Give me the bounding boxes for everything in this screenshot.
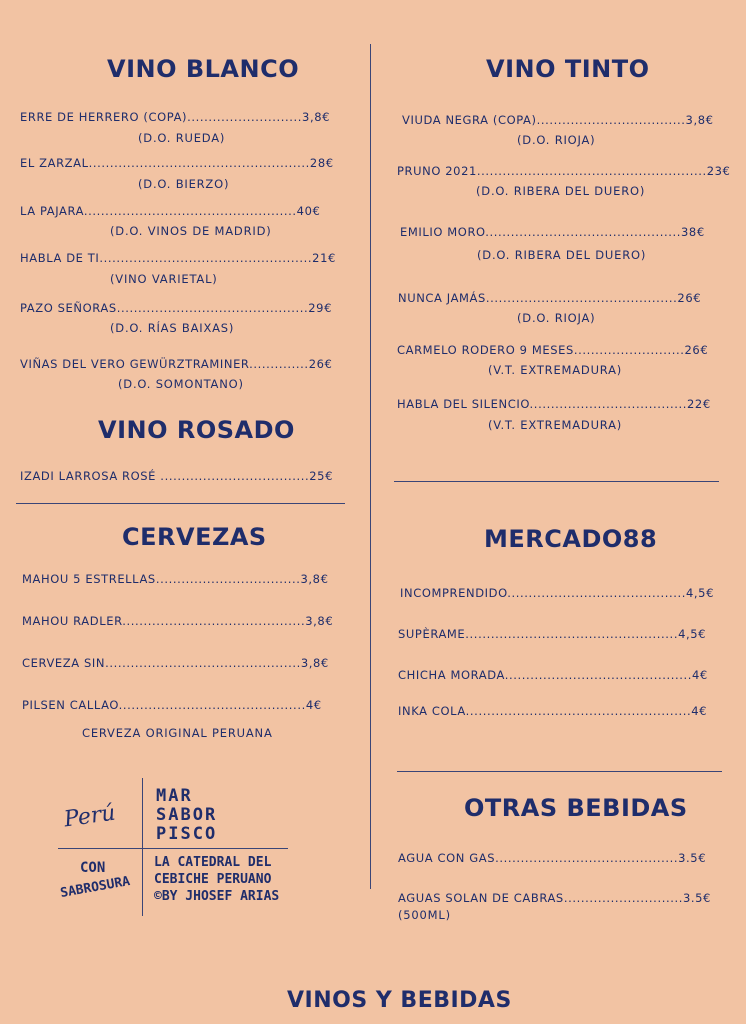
menu-item-origin: (D.O. BIERZO)	[138, 177, 230, 191]
menu-item: ERRE DE HERRERO (COPA)...........................3,8€	[20, 110, 331, 124]
logo-tagline-1: LA CATEDRAL DEL	[154, 855, 272, 870]
menu-item-origin: (VINO VARIETAL)	[110, 272, 218, 286]
vino-rosado-heading: VINO ROSADO	[98, 416, 295, 444]
menu-item: VIUDA NEGRA (COPA)...................................3,8€	[402, 113, 714, 127]
menu-item: SUPÈRAME..................................................4,5€	[398, 627, 707, 641]
menu-item-origin: (D.O. RUEDA)	[138, 131, 226, 145]
logo-con: CON	[80, 860, 106, 876]
menu-item-note: (500ML)	[398, 908, 451, 922]
column-divider	[370, 44, 371, 889]
menu-item-origin: (V.T. EXTREMADURA)	[488, 363, 623, 377]
menu-item-origin: (D.O. RIBERA DEL DUERO)	[476, 184, 646, 198]
footer-title: VINOS Y BEBIDAS	[287, 988, 512, 1013]
logo-vertical-rule	[142, 778, 143, 916]
section-divider	[16, 503, 345, 504]
menu-item: VIÑAS DEL VERO GEWÜRZTRAMINER..............26€	[20, 357, 333, 371]
menu-item: HABLA DE TI..................................................21€	[20, 251, 336, 265]
mercado88-heading: MERCADO88	[484, 525, 658, 553]
menu-item-origin: (V.T. EXTREMADURA)	[488, 418, 623, 432]
menu-item: LA PAJARA..................................................40€	[20, 204, 321, 218]
otras-bebidas-heading: OTRAS BEBIDAS	[464, 794, 688, 822]
menu-item: AGUA CON GAS...........................................3.5€	[398, 851, 707, 865]
logo-tagline-3: ©BY JHOSEF ARIAS	[154, 889, 280, 904]
section-divider	[397, 771, 722, 772]
menu-item: INCOMPRENDIDO..........................................4,5€	[400, 586, 715, 600]
menu-item-origin: (D.O. RÍAS BAIXAS)	[110, 321, 235, 335]
vino-blanco-heading: VINO BLANCO	[107, 55, 300, 83]
menu-item-origin: (D.O. RIBERA DEL DUERO)	[477, 248, 647, 262]
cervezas-heading: CERVEZAS	[122, 523, 267, 551]
menu-item: INKA COLA.....................................................4€	[398, 704, 708, 718]
logo-sabrosura: SABROSURA	[59, 873, 132, 902]
logo-script: Perú	[62, 800, 118, 833]
menu-item: MAHOU 5 ESTRELLAS..................................3,8€	[22, 572, 329, 586]
menu-item: IZADI LARROSA ROSÉ ...................................25€	[20, 469, 334, 483]
menu-item-origin: (D.O. VINOS DE MADRID)	[110, 224, 272, 238]
menu-item-origin: (D.O. RIOJA)	[517, 133, 596, 147]
logo-horizontal-rule	[58, 848, 288, 849]
section-divider	[394, 481, 719, 482]
menu-item: CERVEZA SIN..............................................3,8€	[22, 656, 329, 670]
menu-item: CHICHA MORADA............................................4€	[398, 668, 708, 682]
menu-item: EL ZARZAL....................................................28€	[20, 156, 334, 170]
logo-mar: MAR	[156, 786, 193, 806]
menu-item: NUNCA JAMÁS.............................................26€	[398, 291, 702, 305]
logo-pisco: PISCO	[156, 824, 218, 844]
vino-tinto-heading: VINO TINTO	[486, 55, 650, 83]
menu-item-note: CERVEZA ORIGINAL PERUANA	[82, 726, 273, 740]
menu-item: HABLA DEL SILENCIO.....................................22€	[397, 397, 711, 411]
logo-sabor: SABOR	[156, 805, 218, 825]
menu-item: PAZO SEÑORAS.............................................29€	[20, 301, 333, 315]
menu-item: CARMELO RODERO 9 MESES..........................26€	[397, 343, 709, 357]
menu-item: EMILIO MORO..............................................38€	[400, 225, 705, 239]
menu-item-origin: (D.O. RIOJA)	[517, 311, 596, 325]
logo-tagline-2: CEBICHE PERUANO	[154, 872, 272, 887]
menu-item: PILSEN CALLAO............................................4€	[22, 698, 322, 712]
menu-item: AGUAS SOLAN DE CABRAS............................3.5€	[398, 891, 711, 905]
menu-item: MAHOU RADLER...........................................3,8€	[22, 614, 334, 628]
menu-item-origin: (D.O. SOMONTANO)	[118, 377, 244, 391]
logo	[50, 776, 310, 921]
menu-item: PRUNO 2021......................................................23€	[397, 164, 731, 178]
